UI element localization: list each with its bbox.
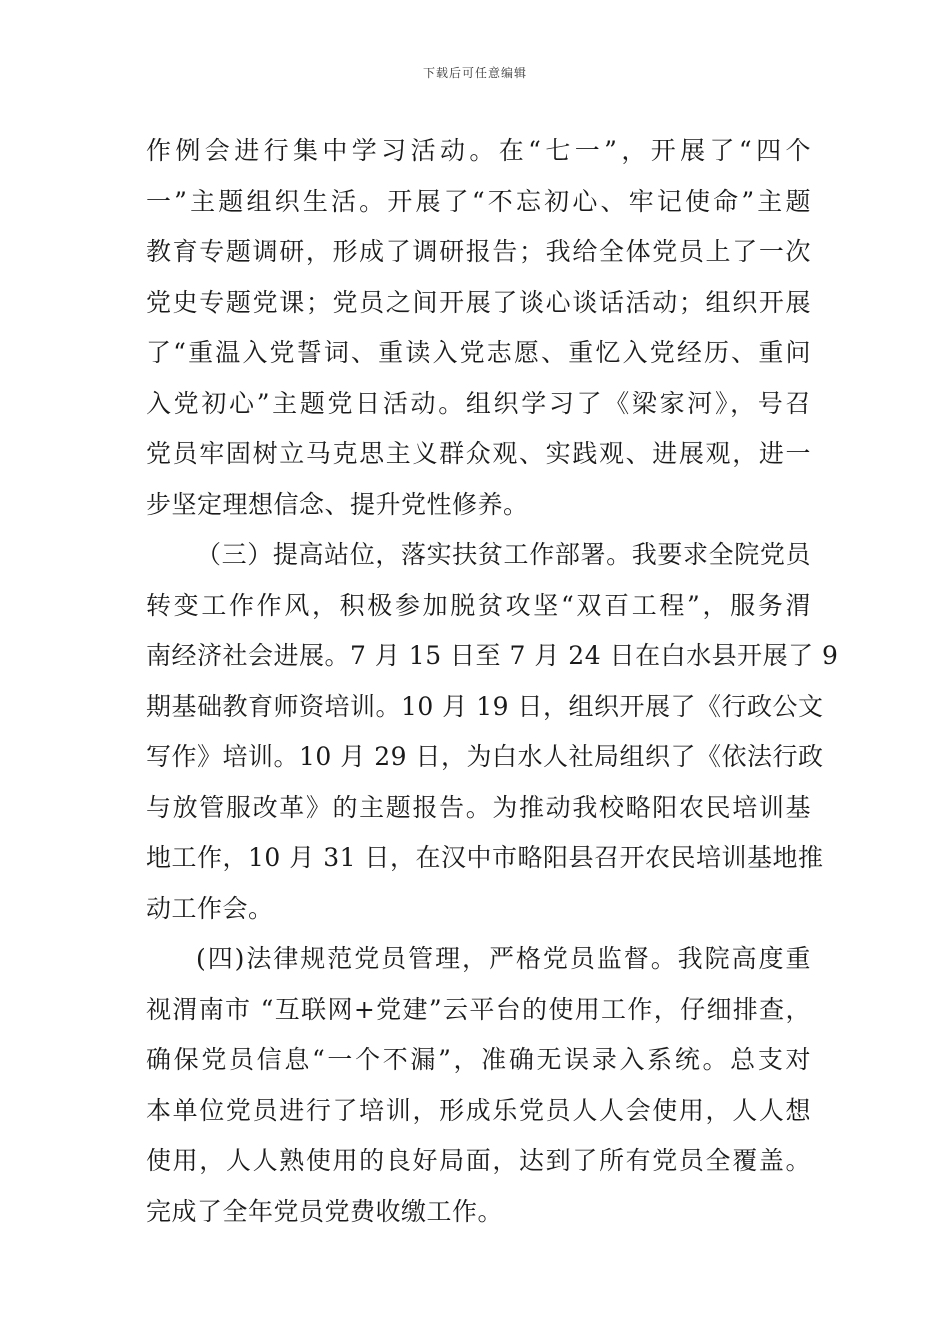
text-line: 党史专题党课；党员之间开展了谈心谈话活动；组织开展	[146, 287, 811, 317]
text-line: 完成了全年党员党费收缴工作。	[146, 1196, 504, 1226]
text-line: 党员牢固树立马克思主义群众观、实践观、进展观，进一	[146, 439, 811, 468]
text-line: 转变工作作风，积极参加脱贫攻坚“双百工程”，服务渭	[146, 590, 811, 620]
document-body	[146, 126, 839, 1237]
text-line: 期基础教育师资培训。10 月 19 日，组织开展了《行政公文	[146, 691, 824, 721]
text-line: 入党初心”主题党日活动。组织学习了《梁家河》，号召	[146, 388, 811, 418]
text-line: 使用，人人熟使用的良好局面，达到了所有党员全覆盖。	[146, 1146, 811, 1175]
text-line: 视渭南市 “互联网+党建”云平台的使用工作，仔细排查，	[146, 994, 811, 1024]
text-line: 与放管服改革》的主题报告。为推动我校略阳农民培训基	[146, 792, 811, 822]
text-line: 写作》培训。10 月 29 日，为白水人社局组织了《依法行政	[146, 742, 824, 771]
text-line: 本单位党员进行了培训，形成乐党员人人会使用，人人想	[146, 1095, 811, 1125]
section-4-heading-line: (四)法律规范党员管理，严格党员监督。我院高度重	[196, 944, 811, 973]
text-line: 南经济社会进展。7 月 15 日至 7 月 24 日在白水县开展了 9	[146, 641, 839, 670]
text-line: 作例会进行集中学习活动。在“七一”，开展了“四个	[146, 136, 811, 165]
page-header-note: 下载后可任意编辑	[422, 66, 527, 80]
section-3-heading-line: （三）提高站位，落实扶贫工作部署。我要求全院党员	[196, 540, 811, 569]
text-line: 了“重温入党誓词、重读入党志愿、重忆入党经历、重问	[146, 338, 811, 367]
text-line: 一”主题组织生活。开展了“不忘初心、牢记使命”主题	[146, 186, 811, 216]
text-line: 步坚定理想信念、提升党性修养。	[146, 489, 529, 519]
text-line: 确保党员信息“一个不漏”，准确无误录入系统。总支对	[146, 1045, 811, 1074]
text-line: 地工作，10 月 31 日，在汉中市略阳县召开农民培训基地推	[146, 843, 824, 872]
text-line: 教育专题调研，形成了调研报告；我给全体党员上了一次	[146, 237, 811, 266]
text-line: 动工作会。	[146, 893, 274, 923]
